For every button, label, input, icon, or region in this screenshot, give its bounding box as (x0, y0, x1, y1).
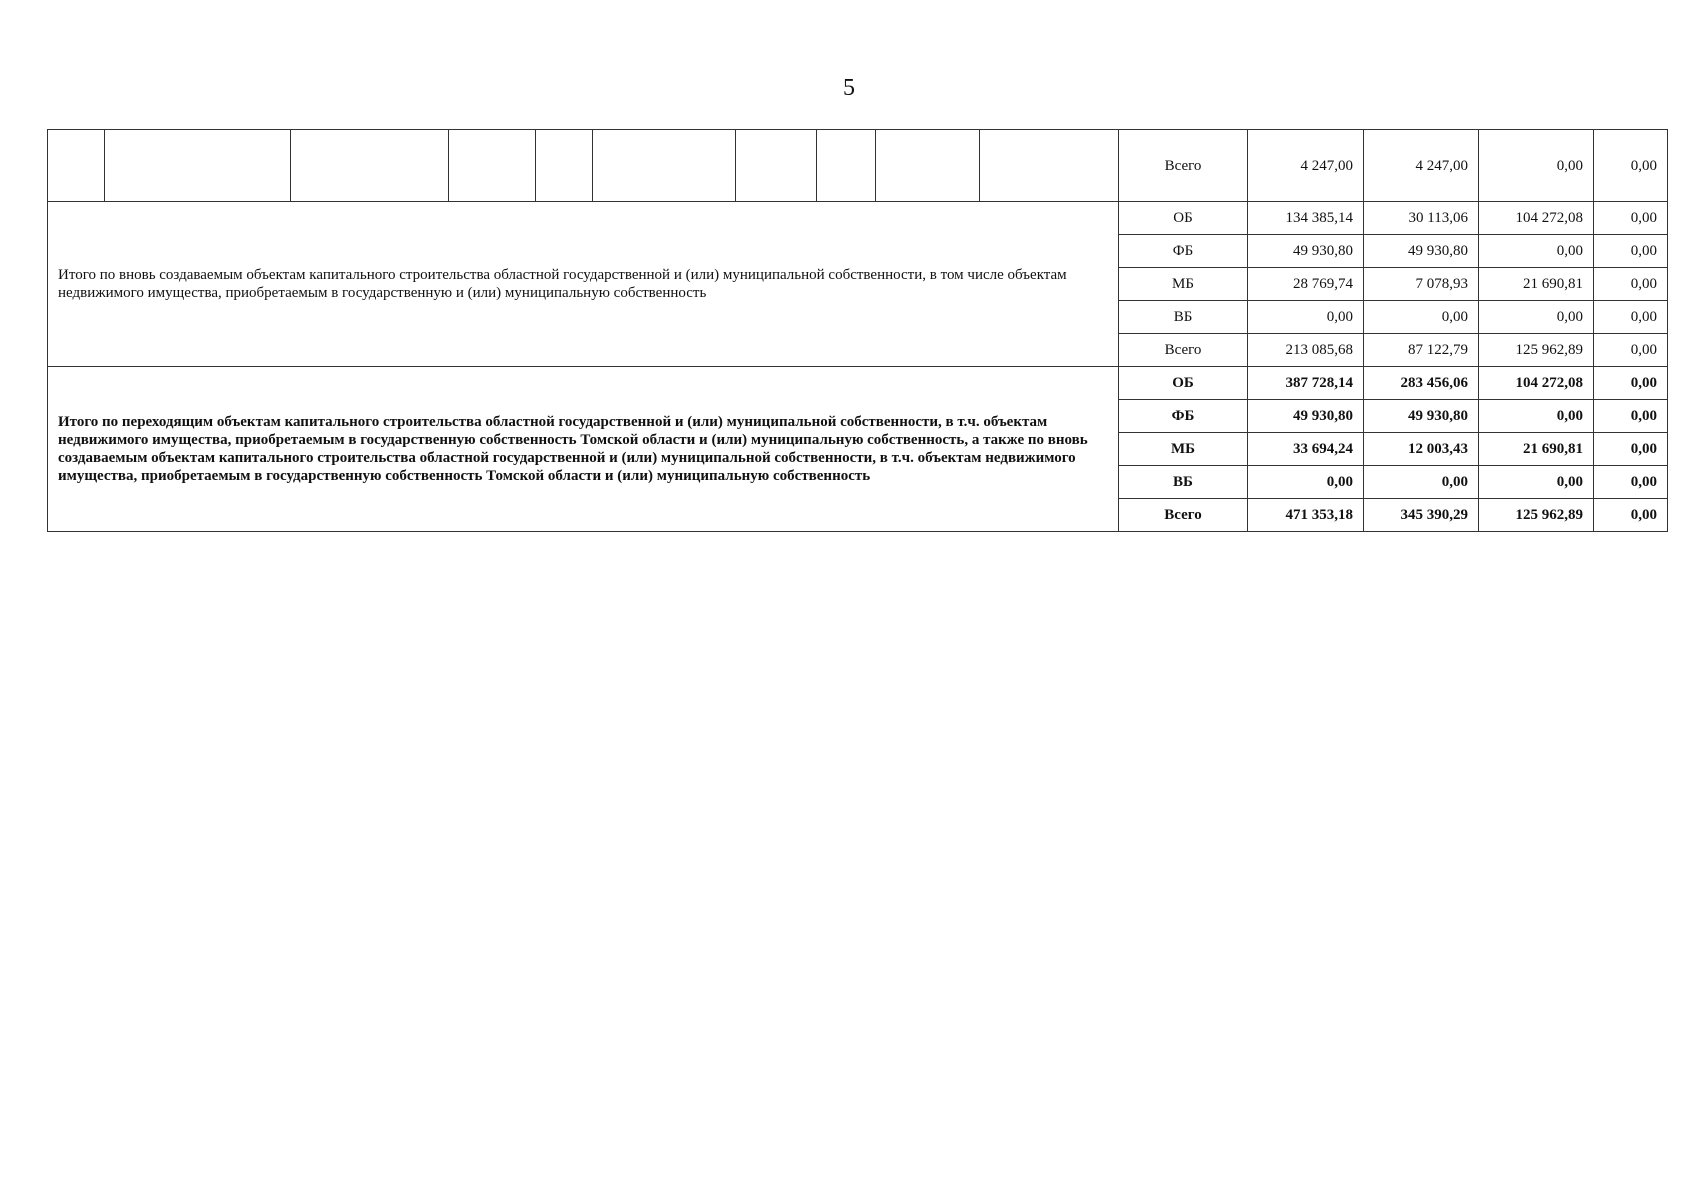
value-cell: 0,00 (1594, 499, 1668, 532)
value-cell: 0,00 (1594, 235, 1668, 268)
value-cell: 0,00 (1248, 466, 1364, 499)
empty-cell (876, 130, 980, 202)
source-cell: Всего (1119, 499, 1248, 532)
source-cell: ОБ (1119, 367, 1248, 400)
empty-cell (291, 130, 449, 202)
value-cell: 134 385,14 (1248, 202, 1364, 235)
value-cell: 87 122,79 (1364, 334, 1479, 367)
value-cell: 125 962,89 (1479, 499, 1594, 532)
source-cell: ВБ (1119, 466, 1248, 499)
value-cell: 125 962,89 (1479, 334, 1594, 367)
value-cell: 21 690,81 (1479, 268, 1594, 301)
value-cell: 49 930,80 (1248, 400, 1364, 433)
value-cell: 12 003,43 (1364, 433, 1479, 466)
value-cell: 0,00 (1594, 301, 1668, 334)
source-cell: ФБ (1119, 400, 1248, 433)
value-cell: 0,00 (1594, 400, 1668, 433)
value-cell: 0,00 (1479, 301, 1594, 334)
value-cell: 0,00 (1364, 301, 1479, 334)
value-cell: 0,00 (1594, 202, 1668, 235)
budget-table (47, 129, 1668, 532)
empty-cell (449, 130, 536, 202)
table-row (48, 202, 1668, 235)
value-cell: 0,00 (1479, 400, 1594, 433)
value-cell: 0,00 (1479, 130, 1594, 202)
empty-cell (980, 130, 1119, 202)
table-row (48, 367, 1668, 400)
value-cell: 345 390,29 (1364, 499, 1479, 532)
value-cell: 49 930,80 (1248, 235, 1364, 268)
source-cell: ОБ (1119, 202, 1248, 235)
value-cell: 0,00 (1364, 466, 1479, 499)
table-row (48, 130, 1668, 202)
value-cell: 0,00 (1594, 367, 1668, 400)
value-cell: 213 085,68 (1248, 334, 1364, 367)
empty-cell (817, 130, 876, 202)
value-cell: 0,00 (1594, 130, 1668, 202)
value-cell: 7 078,93 (1364, 268, 1479, 301)
value-cell: 471 353,18 (1248, 499, 1364, 532)
value-cell: 21 690,81 (1479, 433, 1594, 466)
value-cell: 49 930,80 (1364, 400, 1479, 433)
value-cell: 0,00 (1594, 433, 1668, 466)
value-cell: 28 769,74 (1248, 268, 1364, 301)
value-cell: 4 247,00 (1364, 130, 1479, 202)
value-cell: 4 247,00 (1248, 130, 1364, 202)
empty-cell (536, 130, 593, 202)
value-cell: 0,00 (1479, 235, 1594, 268)
source-cell: Всего (1119, 130, 1248, 202)
value-cell: 0,00 (1248, 301, 1364, 334)
value-cell: 0,00 (1479, 466, 1594, 499)
value-cell: 0,00 (1594, 334, 1668, 367)
empty-cell (105, 130, 291, 202)
empty-cell (736, 130, 817, 202)
new-objects-description: Итого по вновь создаваемым объектам капитального строительства областной государственной и (или) муниципальной собственности, в том числе объектам недвижимого имущества, приобретаемым в государственную и (или) муниципальную собственность (48, 202, 1119, 367)
value-cell: 49 930,80 (1364, 235, 1479, 268)
value-cell: 0,00 (1594, 466, 1668, 499)
empty-cell (593, 130, 736, 202)
value-cell: 30 113,06 (1364, 202, 1479, 235)
source-cell: ВБ (1119, 301, 1248, 334)
value-cell: 283 456,06 (1364, 367, 1479, 400)
source-cell: ФБ (1119, 235, 1248, 268)
value-cell: 104 272,08 (1479, 367, 1594, 400)
value-cell: 387 728,14 (1248, 367, 1364, 400)
source-cell: Всего (1119, 334, 1248, 367)
value-cell: 0,00 (1594, 268, 1668, 301)
page-number: 5 (843, 75, 855, 101)
empty-cell (48, 130, 105, 202)
source-cell: МБ (1119, 268, 1248, 301)
source-cell: МБ (1119, 433, 1248, 466)
value-cell: 104 272,08 (1479, 202, 1594, 235)
value-cell: 33 694,24 (1248, 433, 1364, 466)
total-objects-description: Итого по переходящим объектам капитального строительства областной государственной и (или) муниципальной собственности, в т.ч. объектам недвижимого имущества, приобретаемым в государственную собственность Томской области и (или) муниципальную собственность, а также по вновь создаваемым объектам капитального строительства областной государственной и (или) муниципальной собственности, в т.ч. объектам недвижимого имущества, приобретаемым в государственную собственность Томской области и (или) муниципальную собственность (48, 367, 1119, 532)
